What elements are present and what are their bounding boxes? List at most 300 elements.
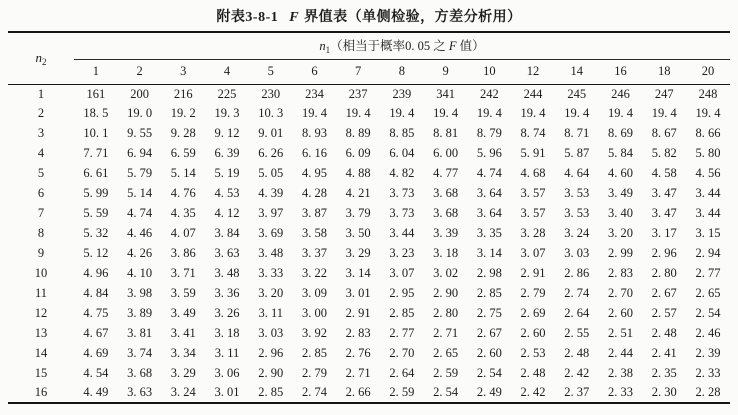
value-cell: 3. 01 bbox=[214, 385, 240, 400]
value-cell: 3. 34 bbox=[170, 345, 196, 360]
n1-note-pre: （相当于概率0. 05 之 bbox=[330, 39, 449, 54]
value-cell: 19. 4 bbox=[520, 106, 546, 121]
value-cell: 7. 71 bbox=[83, 146, 109, 161]
table-row bbox=[8, 323, 730, 343]
n2-subscript: 2 bbox=[42, 56, 47, 67]
value-cell: 237 bbox=[348, 86, 368, 101]
value-cell: 3. 03 bbox=[564, 245, 590, 260]
row-label: 16 bbox=[34, 385, 48, 400]
table-row bbox=[8, 184, 730, 204]
value-cell: 3. 20 bbox=[258, 285, 284, 300]
value-cell: 2. 33 bbox=[607, 385, 633, 400]
value-cell: 2. 60 bbox=[520, 325, 546, 340]
value-cell: 2. 54 bbox=[695, 305, 721, 320]
value-cell: 3. 44 bbox=[389, 226, 415, 241]
value-cell: 3. 00 bbox=[301, 305, 327, 320]
value-cell: 3. 37 bbox=[301, 245, 327, 260]
row-label: 15 bbox=[34, 365, 48, 380]
value-cell: 3. 49 bbox=[170, 305, 196, 320]
value-cell: 2. 33 bbox=[695, 365, 721, 380]
value-cell: 2. 86 bbox=[564, 265, 590, 280]
row-label: 2 bbox=[37, 106, 45, 121]
value-cell: 3. 28 bbox=[520, 226, 546, 241]
value-cell: 19. 4 bbox=[389, 106, 415, 121]
value-cell: 2. 96 bbox=[651, 245, 677, 260]
value-cell: 2. 99 bbox=[607, 245, 633, 260]
value-cell: 2. 54 bbox=[433, 385, 459, 400]
value-cell: 6. 16 bbox=[301, 146, 327, 161]
value-cell: 3. 09 bbox=[301, 285, 327, 300]
value-cell: 4. 82 bbox=[389, 166, 415, 181]
value-cell: 5. 19 bbox=[214, 166, 240, 181]
table-row bbox=[8, 244, 730, 264]
col-header: 1 bbox=[92, 64, 99, 78]
value-cell: 4. 75 bbox=[83, 305, 109, 320]
value-cell: 4. 96 bbox=[83, 265, 109, 280]
value-cell: 2. 74 bbox=[564, 285, 590, 300]
value-cell: 161 bbox=[86, 86, 106, 101]
value-cell: 4. 74 bbox=[127, 206, 153, 221]
value-cell: 2. 85 bbox=[476, 285, 502, 300]
value-cell: 5. 59 bbox=[83, 206, 109, 221]
value-cell: 3. 22 bbox=[301, 265, 327, 280]
page-title bbox=[0, 0, 738, 26]
value-cell: 2. 42 bbox=[520, 385, 546, 400]
value-cell: 5. 99 bbox=[83, 186, 109, 201]
value-cell: 4. 60 bbox=[607, 166, 633, 181]
value-cell: 19. 4 bbox=[695, 106, 721, 121]
value-cell: 9. 55 bbox=[127, 126, 153, 141]
value-cell: 8. 85 bbox=[389, 126, 415, 141]
value-cell: 239 bbox=[392, 86, 412, 101]
value-cell: 2. 48 bbox=[564, 345, 590, 360]
value-cell: 3. 84 bbox=[214, 226, 240, 241]
col-header: 4 bbox=[223, 64, 231, 78]
value-cell: 2. 37 bbox=[564, 385, 590, 400]
value-cell: 6. 61 bbox=[83, 166, 109, 181]
col-header: 2 bbox=[136, 64, 143, 78]
table-row bbox=[8, 383, 730, 403]
value-cell: 2. 80 bbox=[433, 305, 459, 320]
value-cell: 2. 77 bbox=[389, 325, 415, 340]
value-cell: 246 bbox=[611, 86, 630, 101]
value-cell: 3. 73 bbox=[389, 206, 415, 221]
value-cell: 2. 35 bbox=[651, 365, 677, 380]
value-cell: 3. 18 bbox=[433, 245, 459, 260]
col-header: 8 bbox=[398, 64, 406, 78]
col-header: 12 bbox=[526, 64, 540, 78]
value-cell: 2. 60 bbox=[476, 345, 502, 360]
value-cell: 19. 4 bbox=[433, 106, 459, 121]
value-cell: 2. 44 bbox=[607, 345, 633, 360]
value-cell: 341 bbox=[436, 86, 455, 101]
table-body bbox=[8, 84, 730, 403]
col-header: 3 bbox=[180, 64, 187, 78]
value-cell: 4. 95 bbox=[301, 166, 327, 181]
value-cell: 3. 02 bbox=[433, 265, 459, 280]
value-cell: 3. 64 bbox=[476, 186, 502, 201]
row-label: 3 bbox=[37, 126, 45, 141]
value-cell: 2. 71 bbox=[433, 325, 459, 340]
value-cell: 2. 64 bbox=[564, 305, 590, 320]
value-cell: 4. 58 bbox=[651, 166, 677, 181]
value-cell: 2. 55 bbox=[564, 325, 590, 340]
value-cell: 2. 91 bbox=[345, 305, 371, 320]
value-cell: 2. 67 bbox=[476, 325, 502, 340]
value-cell: 4. 35 bbox=[170, 206, 196, 221]
value-cell: 3. 63 bbox=[127, 385, 153, 400]
value-cell: 4. 69 bbox=[83, 345, 109, 360]
value-cell: 2. 46 bbox=[695, 325, 721, 340]
title-f-symbol: F bbox=[289, 10, 300, 25]
value-cell: 2. 48 bbox=[651, 325, 677, 340]
value-cell: 4. 39 bbox=[258, 186, 284, 201]
row-label: 5 bbox=[37, 166, 45, 181]
value-cell: 8. 93 bbox=[301, 126, 327, 141]
value-cell: 3. 89 bbox=[127, 305, 153, 320]
table-row bbox=[8, 363, 730, 383]
table-row bbox=[8, 283, 730, 303]
value-cell: 8. 69 bbox=[607, 126, 633, 141]
value-cell: 2. 83 bbox=[345, 325, 371, 340]
col-header: 16 bbox=[614, 64, 627, 78]
value-cell: 19. 4 bbox=[651, 106, 677, 121]
value-cell: 8. 71 bbox=[564, 126, 590, 141]
value-cell: 2. 59 bbox=[389, 385, 415, 400]
value-cell: 19. 0 bbox=[127, 106, 153, 121]
value-cell: 3. 92 bbox=[301, 325, 327, 340]
value-cell: 6. 09 bbox=[345, 146, 371, 161]
col-header-row bbox=[8, 59, 730, 84]
row-label: 7 bbox=[37, 206, 45, 221]
value-cell: 3. 11 bbox=[258, 305, 283, 320]
value-cell: 8. 89 bbox=[345, 126, 371, 141]
table-row bbox=[8, 104, 730, 124]
value-cell: 19. 3 bbox=[214, 106, 240, 121]
value-cell: 2. 96 bbox=[258, 345, 284, 360]
value-cell: 3. 29 bbox=[345, 245, 371, 260]
value-cell: 3. 47 bbox=[651, 206, 677, 221]
value-cell: 2. 65 bbox=[695, 285, 721, 300]
value-cell: 3. 06 bbox=[214, 365, 240, 380]
value-cell: 6. 04 bbox=[389, 146, 415, 161]
value-cell: 2. 90 bbox=[258, 365, 284, 380]
value-cell: 3. 44 bbox=[695, 186, 721, 201]
value-cell: 2. 67 bbox=[651, 285, 677, 300]
n1-note-f-symbol: F bbox=[448, 39, 457, 54]
value-cell: 4. 56 bbox=[695, 166, 721, 181]
row-label: 12 bbox=[34, 305, 48, 320]
value-cell: 3. 97 bbox=[258, 206, 284, 221]
value-cell: 3. 15 bbox=[695, 226, 721, 241]
value-cell: 2. 74 bbox=[301, 385, 327, 400]
value-cell: 3. 53 bbox=[564, 186, 590, 201]
value-cell: 4. 49 bbox=[83, 385, 109, 400]
value-cell: 10. 3 bbox=[258, 106, 284, 121]
value-cell: 4. 07 bbox=[170, 226, 196, 241]
value-cell: 4. 77 bbox=[433, 166, 459, 181]
value-cell: 4. 53 bbox=[214, 186, 240, 201]
n1-note-post: 值） bbox=[456, 39, 485, 54]
value-cell: 242 bbox=[479, 86, 499, 101]
value-cell: 18. 5 bbox=[83, 106, 109, 121]
value-cell: 4. 12 bbox=[214, 206, 240, 221]
table-row bbox=[8, 303, 730, 323]
row-label: 10 bbox=[34, 265, 48, 280]
value-cell: 9. 01 bbox=[258, 126, 284, 141]
value-cell: 2. 53 bbox=[520, 345, 546, 360]
value-cell: 2. 57 bbox=[651, 305, 677, 320]
value-cell: 3. 47 bbox=[651, 186, 677, 201]
value-cell: 8. 67 bbox=[651, 126, 677, 141]
value-cell: 3. 57 bbox=[520, 186, 546, 201]
col-header: 9 bbox=[442, 64, 449, 78]
value-cell: 2. 66 bbox=[345, 385, 371, 400]
value-cell: 2. 60 bbox=[607, 305, 633, 320]
value-cell: 2. 30 bbox=[651, 385, 677, 400]
value-cell: 6. 00 bbox=[433, 146, 459, 161]
value-cell: 3. 87 bbox=[301, 206, 327, 221]
value-cell: 3. 17 bbox=[651, 226, 677, 241]
value-cell: 3. 14 bbox=[476, 245, 502, 260]
value-cell: 2. 76 bbox=[345, 345, 371, 360]
table-row bbox=[8, 164, 730, 184]
value-cell: 3. 48 bbox=[258, 245, 284, 260]
value-cell: 19. 4 bbox=[345, 106, 371, 121]
value-cell: 3. 68 bbox=[433, 206, 459, 221]
col-header: 7 bbox=[355, 64, 362, 78]
col-header: 5 bbox=[267, 64, 274, 78]
value-cell: 5. 91 bbox=[520, 146, 546, 161]
value-cell: 3. 81 bbox=[127, 325, 153, 340]
col-header: 18 bbox=[657, 64, 671, 78]
value-cell: 3. 74 bbox=[127, 345, 153, 360]
value-cell: 4. 21 bbox=[345, 186, 371, 201]
table-row bbox=[8, 124, 730, 144]
row-label: 14 bbox=[34, 345, 48, 360]
value-cell: 2. 98 bbox=[476, 265, 502, 280]
value-cell: 6. 39 bbox=[214, 146, 240, 161]
value-cell: 2. 85 bbox=[301, 345, 327, 360]
value-cell: 5. 82 bbox=[651, 146, 677, 161]
value-cell: 3. 36 bbox=[214, 285, 240, 300]
title-text: 界值表（单侧检验，方差分析用） bbox=[304, 10, 522, 25]
value-cell: 3. 69 bbox=[258, 226, 284, 241]
n1-subscript: 1 bbox=[325, 45, 331, 56]
value-cell: 4. 68 bbox=[520, 166, 546, 181]
value-cell: 3. 58 bbox=[301, 226, 327, 241]
value-cell: 3. 86 bbox=[170, 245, 196, 260]
value-cell: 3. 24 bbox=[564, 226, 590, 241]
value-cell: 6. 26 bbox=[258, 146, 284, 161]
value-cell: 3. 35 bbox=[476, 226, 502, 241]
value-cell: 5. 12 bbox=[83, 245, 109, 260]
value-cell: 6. 59 bbox=[170, 146, 196, 161]
col-header: 14 bbox=[570, 64, 584, 78]
value-cell: 2. 85 bbox=[389, 305, 415, 320]
value-cell: 3. 63 bbox=[214, 245, 240, 260]
value-cell: 6. 94 bbox=[127, 146, 153, 161]
value-cell: 9. 12 bbox=[214, 126, 240, 141]
value-cell: 2. 71 bbox=[345, 365, 371, 380]
value-cell: 9. 28 bbox=[170, 126, 196, 141]
value-cell: 8. 74 bbox=[520, 126, 546, 141]
value-cell: 4. 88 bbox=[345, 166, 371, 181]
value-cell: 2. 77 bbox=[695, 265, 721, 280]
value-cell: 3. 40 bbox=[607, 206, 633, 221]
title-table-number: 附表3-8-1 bbox=[216, 10, 279, 25]
value-cell: 2. 64 bbox=[389, 365, 415, 380]
value-cell: 5. 96 bbox=[476, 146, 502, 161]
value-cell: 19. 2 bbox=[170, 106, 196, 121]
value-cell: 2. 69 bbox=[520, 305, 546, 320]
row-label: 11 bbox=[34, 285, 48, 300]
value-cell: 2. 70 bbox=[607, 285, 633, 300]
value-cell: 3. 50 bbox=[345, 226, 371, 241]
value-cell: 2. 79 bbox=[520, 285, 546, 300]
value-cell: 2. 79 bbox=[301, 365, 327, 380]
value-cell: 3. 49 bbox=[607, 186, 633, 201]
value-cell: 4. 26 bbox=[127, 245, 153, 260]
value-cell: 4. 64 bbox=[564, 166, 590, 181]
value-cell: 230 bbox=[261, 86, 281, 101]
value-cell: 19. 4 bbox=[564, 106, 590, 121]
f-critical-value-table bbox=[8, 31, 730, 404]
value-cell: 3. 98 bbox=[127, 285, 153, 300]
value-cell: 4. 54 bbox=[83, 365, 109, 380]
value-cell: 2. 95 bbox=[389, 285, 415, 300]
value-cell: 3. 33 bbox=[258, 265, 284, 280]
value-cell: 3. 64 bbox=[476, 206, 502, 221]
value-cell: 3. 44 bbox=[695, 206, 721, 221]
value-cell: 2. 42 bbox=[564, 365, 590, 380]
value-cell: 2. 54 bbox=[476, 365, 502, 380]
spanning-header-row bbox=[8, 32, 730, 59]
row-label: 1 bbox=[37, 86, 45, 101]
value-cell: 5. 87 bbox=[564, 146, 590, 161]
row-label: 8 bbox=[37, 226, 45, 241]
col-header: 6 bbox=[311, 64, 318, 78]
value-cell: 2. 39 bbox=[695, 345, 721, 360]
value-cell: 3. 03 bbox=[258, 325, 284, 340]
value-cell: 3. 24 bbox=[170, 385, 196, 400]
value-cell: 2. 38 bbox=[607, 365, 633, 380]
value-cell: 3. 29 bbox=[170, 365, 196, 380]
value-cell: 4. 74 bbox=[476, 166, 502, 181]
value-cell: 2. 41 bbox=[651, 345, 677, 360]
value-cell: 2. 80 bbox=[651, 265, 677, 280]
value-cell: 247 bbox=[654, 86, 674, 101]
value-cell: 244 bbox=[523, 86, 543, 101]
value-cell: 8. 66 bbox=[695, 126, 721, 141]
value-cell: 3. 57 bbox=[520, 206, 546, 221]
value-cell: 5. 32 bbox=[83, 226, 109, 241]
table-row bbox=[8, 144, 730, 164]
value-cell: 4. 46 bbox=[127, 226, 153, 241]
value-cell: 19. 4 bbox=[607, 106, 633, 121]
value-cell: 3. 48 bbox=[214, 265, 240, 280]
row-label: 13 bbox=[34, 325, 48, 340]
value-cell: 3. 53 bbox=[564, 206, 590, 221]
table-header bbox=[8, 32, 730, 84]
value-cell: 3. 73 bbox=[389, 186, 415, 201]
value-cell: 2. 28 bbox=[695, 385, 721, 400]
value-cell: 245 bbox=[567, 86, 587, 101]
value-cell: 2. 91 bbox=[520, 265, 546, 280]
value-cell: 4. 10 bbox=[127, 265, 153, 280]
value-cell: 3. 20 bbox=[607, 226, 633, 241]
value-cell: 3. 79 bbox=[345, 206, 371, 221]
value-cell: 2. 70 bbox=[389, 345, 415, 360]
table-row bbox=[8, 204, 730, 224]
value-cell: 8. 81 bbox=[433, 126, 459, 141]
value-cell: 5. 14 bbox=[127, 186, 153, 201]
value-cell: 8. 79 bbox=[476, 126, 502, 141]
value-cell: 3. 59 bbox=[170, 285, 196, 300]
row-label: 6 bbox=[37, 186, 45, 201]
table-row bbox=[8, 263, 730, 283]
value-cell: 4. 28 bbox=[301, 186, 327, 201]
value-cell: 19. 4 bbox=[301, 106, 327, 121]
value-cell: 19. 4 bbox=[476, 106, 502, 121]
value-cell: 5. 14 bbox=[170, 166, 196, 181]
value-cell: 248 bbox=[698, 86, 718, 101]
value-cell: 3. 07 bbox=[520, 245, 546, 260]
value-cell: 2. 94 bbox=[695, 245, 721, 260]
value-cell: 3. 07 bbox=[389, 265, 415, 280]
value-cell: 3. 68 bbox=[433, 186, 459, 201]
value-cell: 2. 48 bbox=[520, 365, 546, 380]
value-cell: 3. 41 bbox=[170, 325, 196, 340]
value-cell: 3. 68 bbox=[127, 365, 153, 380]
row-variable-header bbox=[8, 32, 74, 84]
table-row bbox=[8, 224, 730, 244]
value-cell: 5. 80 bbox=[695, 146, 721, 161]
value-cell: 2. 83 bbox=[607, 265, 633, 280]
value-cell: 3. 23 bbox=[389, 245, 415, 260]
table-row bbox=[8, 84, 730, 104]
column-variable-header bbox=[74, 32, 730, 59]
value-cell: 2. 51 bbox=[607, 325, 633, 340]
col-header: 10 bbox=[483, 64, 496, 78]
row-label: 9 bbox=[37, 245, 45, 260]
value-cell: 2. 59 bbox=[433, 365, 459, 380]
value-cell: 2. 49 bbox=[476, 385, 502, 400]
col-header: 20 bbox=[701, 64, 715, 78]
value-cell: 5. 79 bbox=[127, 166, 153, 181]
value-cell: 200 bbox=[130, 86, 149, 101]
value-cell: 5. 84 bbox=[607, 146, 633, 161]
value-cell: 3. 14 bbox=[345, 265, 371, 280]
value-cell: 4. 76 bbox=[170, 186, 196, 201]
value-cell: 3. 71 bbox=[170, 265, 196, 280]
value-cell: 234 bbox=[305, 86, 324, 101]
n1-symbol: n bbox=[319, 39, 326, 54]
value-cell: 3. 39 bbox=[433, 226, 459, 241]
value-cell: 4. 84 bbox=[83, 285, 109, 300]
row-label: 4 bbox=[37, 146, 45, 161]
n2-symbol: n bbox=[35, 49, 42, 65]
value-cell: 5. 05 bbox=[258, 166, 284, 181]
value-cell: 2. 75 bbox=[476, 305, 502, 320]
value-cell: 2. 85 bbox=[258, 385, 284, 400]
value-cell: 10. 1 bbox=[83, 126, 109, 141]
value-cell: 2. 90 bbox=[433, 285, 459, 300]
value-cell: 2. 65 bbox=[433, 345, 459, 360]
value-cell: 225 bbox=[217, 86, 237, 101]
value-cell: 4. 67 bbox=[83, 325, 109, 340]
value-cell: 3. 01 bbox=[345, 285, 371, 300]
